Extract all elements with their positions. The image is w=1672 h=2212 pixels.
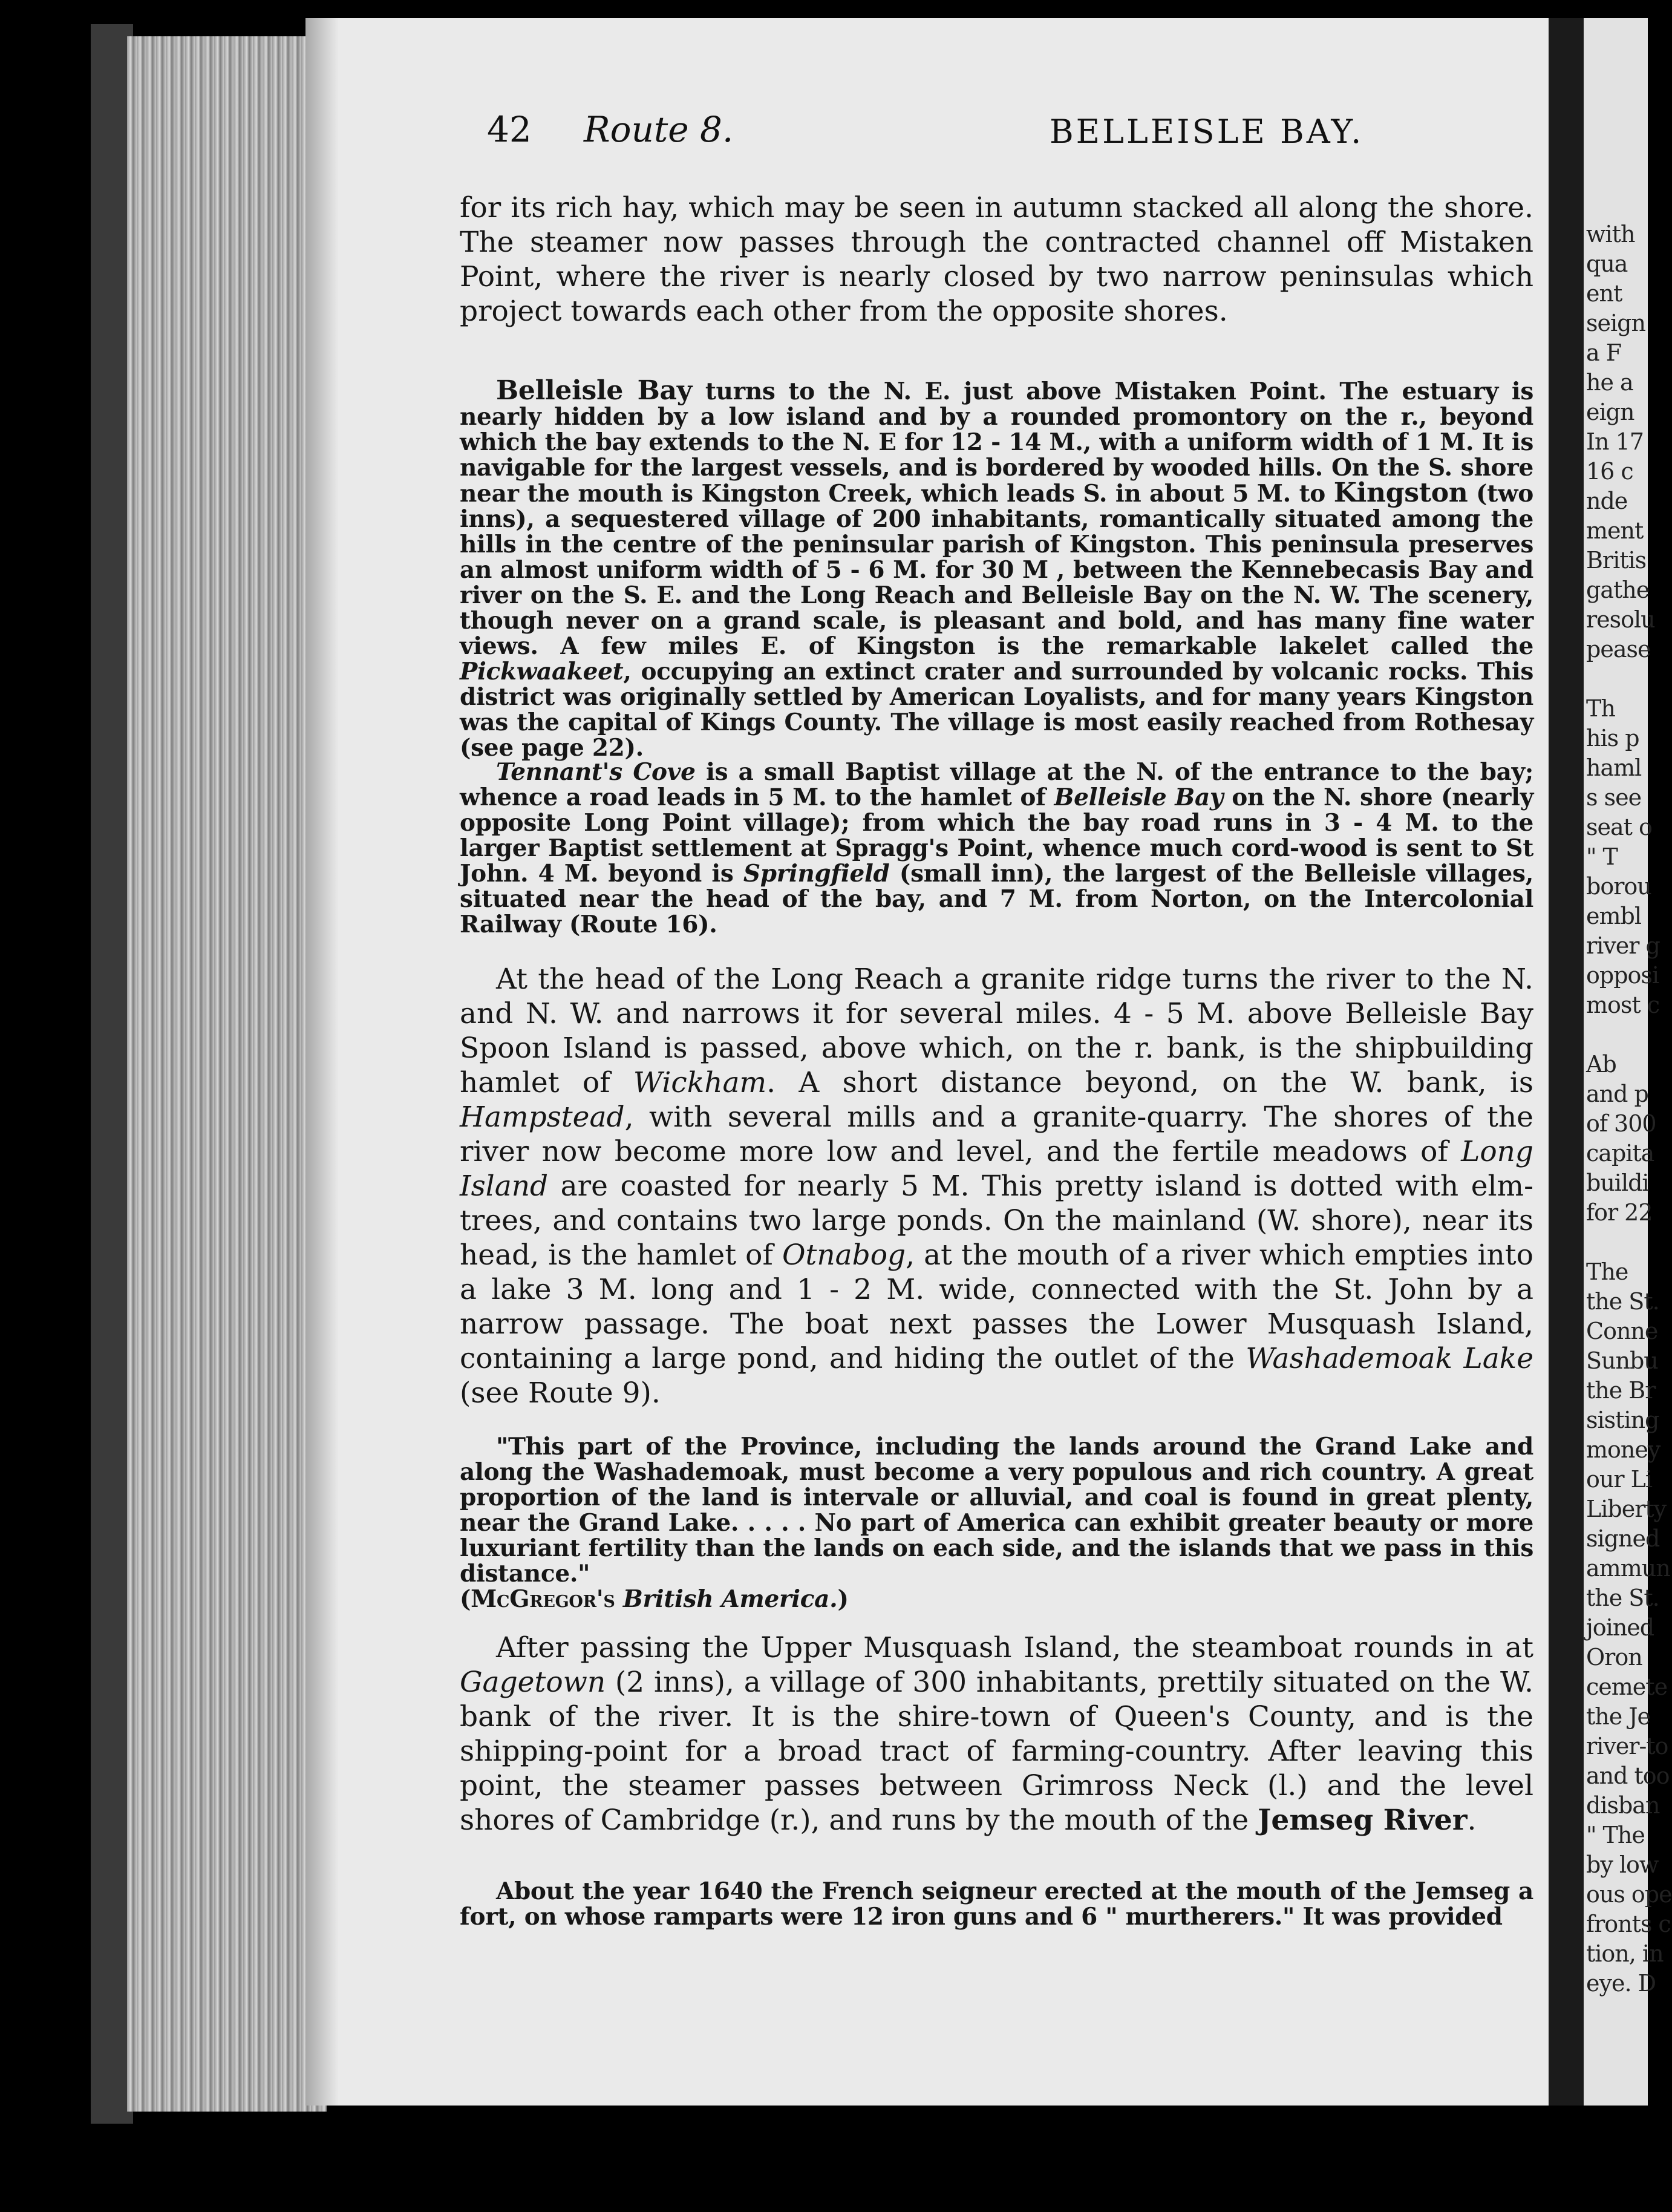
- paragraph-text: (two inns), a sequestered village of 200 inhabitants, romantically situated among the hills in the centre of the peninsular parish of Kingston. This peninsula preserves an almost uniform width of 5 - 6 M. for 30 M , between the Kennebecasis Bay and river on the S. E. and the Long Reach and Belleisle Bay on the N. W. The scenery, though never on a grand scale, is pleasant and bold, and has many fine water views. A few miles E. of Kingston is the remarkable lakelet called the: [460, 480, 1533, 660]
- paragraph-text: , with several mills and a granite-quarry. The shores of the river now become more low and level, and the fertile meadows of: [460, 1101, 1533, 1168]
- quote-author: McGregor's: [471, 1585, 615, 1613]
- quote-text: "This part of the Province, including the lands around the Grand Lake and along the Washademoak, must become a very populous and rich country. A great proportion of the land is intervale or alluvial, and coal is found in great plenty, near the Grand Lake. . . . . No part of America can exhibit greater beauty or more luxuriant fertility than the lands on each side, and the islands that we pass in this distance.": [460, 1433, 1533, 1588]
- place-pickwaakeet: Pickwaakeet: [460, 658, 624, 686]
- next-page-fragment: Oron: [1586, 1644, 1642, 1670]
- next-page-fragment: 16 c: [1586, 458, 1633, 485]
- next-page-fragment: the Je: [1586, 1703, 1651, 1730]
- paragraph-text: , at the mouth of a river which empties into a lake 3 M. long and 1 - 2 M. wide, connected with the St. John by a narrow passage. The boat next passes the Lower Musquash Island, containing a large pond, and hiding the outlet of the: [460, 1239, 1533, 1375]
- place-hampstead: Hampstead: [460, 1101, 625, 1134]
- next-page-fragment: fronts c: [1586, 1911, 1671, 1937]
- next-page-fragment: In 17: [1586, 428, 1644, 455]
- next-page-gutter: [1549, 18, 1584, 2106]
- next-page-fragment: Conne: [1586, 1318, 1658, 1344]
- next-page-fragment: pease: [1586, 636, 1651, 663]
- next-page-fragment: qua: [1586, 250, 1628, 277]
- next-page-fragment: seign: [1586, 310, 1645, 336]
- next-page-fragment: opposi: [1586, 962, 1659, 989]
- paragraph-text: turns to the N. E. just above Mistaken Point. The estuary is nearly hidden by a low island and by a rounded promontory on the r., beyond which the bay extends to the N. E for 12 - 14 M., with a uniform width of 1 M. It is navigable for the largest vessels, and is bordered by wooded hills. On the S. shore near the mouth is Kingston Creek, which leads S. in about 5 M. to: [460, 378, 1533, 508]
- next-page-fragment: s see: [1586, 784, 1642, 811]
- paragraph-text: (see Route 9).: [460, 1376, 661, 1410]
- quote-mcgregor: [460, 1434, 1533, 1612]
- paragraph-text: , occupying an extinct crater and surrounded by volcanic rocks. This district was originally settled by American Loyalists, and for many years Kingston was the capital of Kings County. The village is most easily reached from Rothesay (see page 22).: [460, 658, 1533, 762]
- gutter-shadow: [305, 18, 339, 2106]
- next-page-fragment: ous ope: [1586, 1881, 1672, 1908]
- next-page-fragment: nde: [1586, 488, 1628, 514]
- paragraph-mistaken-point: [460, 191, 1533, 329]
- next-page-fragment: Sunbu: [1586, 1347, 1658, 1374]
- next-page-fragment: Th: [1586, 695, 1615, 722]
- next-page-fragment: borou: [1586, 873, 1651, 900]
- page-title: BELLEISLE BAY.: [1050, 113, 1364, 151]
- next-page-fragment: a F: [1586, 339, 1622, 366]
- place-tennants-cove: Tennant's Cove: [496, 758, 696, 786]
- next-page-fragment: buildi: [1586, 1170, 1649, 1196]
- paragraph-text: . A short distance beyond, on the W. bank, is: [766, 1066, 1533, 1099]
- paragraph-long-reach: [460, 962, 1533, 1410]
- quote-paren: (: [460, 1585, 471, 1613]
- place-belleisle-bay: Belleisle Bay: [1054, 784, 1224, 811]
- next-page-fragment: haml: [1586, 754, 1642, 781]
- next-page-fragment: gathe: [1586, 577, 1650, 603]
- next-page-fragment: the St.: [1586, 1585, 1659, 1611]
- next-page-fragment: most c: [1586, 992, 1660, 1018]
- place-springfield: Springfield: [743, 860, 890, 888]
- next-page-fragment: for 22: [1586, 1199, 1653, 1226]
- quote-work: British America.: [622, 1585, 838, 1613]
- next-page-fragment: with: [1586, 221, 1635, 247]
- next-page-fragment: our Li: [1586, 1466, 1652, 1493]
- next-page-fragment: The: [1586, 1258, 1628, 1285]
- place-long-island: Long Island: [460, 1135, 1533, 1203]
- next-page-fragment: Britis: [1586, 547, 1647, 574]
- next-page-fragment: " T: [1586, 843, 1618, 870]
- next-page-fragment: and too: [1586, 1762, 1670, 1789]
- paragraph-tennants-cove: [460, 759, 1533, 937]
- running-header: [487, 109, 1518, 163]
- paragraph-text: are coasted for nearly 5 M. This pretty island is dotted with elm-trees, and contains two large ponds. On the mainland (W. shore), near its head, is the hamlet of: [460, 1170, 1533, 1272]
- next-page-fragment: of 300: [1586, 1110, 1656, 1137]
- next-page-fragment: seat o: [1586, 814, 1652, 840]
- place-otnabog: Otnabog: [782, 1239, 906, 1272]
- next-page-fragment: and p: [1586, 1081, 1648, 1107]
- next-page-fragment: resolu: [1586, 606, 1655, 633]
- next-page-fragment: sisting: [1586, 1407, 1659, 1433]
- paragraph-text: is a small Baptist village at the N. of the entrance to the bay; whence a road leads in 5 M. to the hamlet of: [460, 758, 1533, 811]
- next-page-fragment: " The: [1586, 1822, 1645, 1848]
- paragraph-text: (2 inns), a village of 300 inhabitants, prettily situated on the W. bank of the river. It is the shire-town of Queen's County, and is the shipping-point for a broad tract of farming-country. After leaving this point, the steamer passes between Grimross Neck (l.) and the level shores of Cambridge (r.), and runs by the mouth of the: [460, 1666, 1533, 1837]
- quote-paren: ): [837, 1585, 849, 1613]
- next-page-fragment: he a: [1586, 369, 1633, 396]
- next-page-fragment: Ab: [1586, 1051, 1616, 1078]
- next-page-fragment: ent: [1586, 280, 1622, 307]
- paragraph-text: for its rich hay, which may be seen in autumn stacked all along the shore. The steamer now passes through the contracted channel off Mistaken Point, where the river is nearly closed by two narrow peninsulas which project towards each other from the opposite shores.: [460, 191, 1533, 328]
- paragraph-french-seigneur: [460, 1879, 1533, 1929]
- next-page-fragment: ammun: [1586, 1555, 1670, 1582]
- paragraph-text: About the year 1640 the French seigneur erected at the mouth of the Jemseg a fort, on whose ramparts were 12 iron guns and 6 " murtherers." It was provided: [460, 1877, 1533, 1931]
- next-page-fragment: ment: [1586, 517, 1644, 544]
- next-page-fragment: embl: [1586, 903, 1641, 929]
- paragraph-text: .: [1467, 1804, 1477, 1837]
- paragraph-belleisle-bay: [460, 375, 1533, 762]
- next-page-fragment: cemete: [1586, 1674, 1668, 1700]
- next-page-fragment: Liberty: [1586, 1496, 1667, 1522]
- paragraph-text: After passing the Upper Musquash Island, the steamboat rounds in at: [496, 1631, 1533, 1664]
- next-page-edge: [1549, 18, 1672, 2106]
- place-kingston: Kingston: [1333, 477, 1468, 508]
- book-page: [305, 18, 1549, 2106]
- next-page-fragment: disban: [1586, 1792, 1660, 1819]
- next-page-fragment: eye. D: [1586, 1970, 1656, 1997]
- heading-belleisle-bay: Belleisle Bay: [496, 375, 693, 406]
- place-washademoak-lake: Washademoak Lake: [1246, 1342, 1534, 1375]
- paragraph-gagetown: [460, 1631, 1533, 1837]
- next-page-fragment: eign: [1586, 399, 1634, 425]
- paragraph-text: At the head of the Long Reach a granite ridge turns the river to the N. and N. W. and narrows it for several miles. 4 - 5 M. above Belleisle Bay Spoon Island is passed, above which, on the r. bank, is the shipbuilding hamlet of: [460, 963, 1533, 1099]
- next-page-fragment: his p: [1586, 725, 1639, 751]
- next-page-fragment: the St.: [1586, 1288, 1659, 1315]
- place-gagetown: Gagetown: [460, 1666, 606, 1699]
- route-label: Route 8.: [584, 109, 734, 150]
- next-page-fragment: capita: [1586, 1140, 1654, 1167]
- paragraph-text: on the N. shore (nearly opposite Long Point village); from which the bay road runs in 3 - 4 M. to the larger Baptist settlement at Spragg's Point, whence much cord-wood is sent to St John. 4 M. beyond is: [460, 784, 1533, 888]
- next-page-fragment: river g: [1586, 932, 1660, 959]
- place-wickham: Wickham: [633, 1066, 767, 1099]
- page-stack-edge: [127, 36, 327, 2112]
- next-page-fragment: tion, in: [1586, 1940, 1664, 1967]
- page-number: 42: [487, 109, 532, 150]
- next-page-fragment: by low: [1586, 1851, 1659, 1878]
- next-page-fragment: river-to: [1586, 1733, 1668, 1759]
- next-page-fragment: the Br: [1586, 1377, 1656, 1404]
- paragraph-text: (small inn), the largest of the Belleisle villages, situated near the head of the bay, and 7 M. from Norton, on the Intercolonial Railway (Route 16).: [460, 860, 1533, 938]
- next-page-fragment: joined: [1586, 1614, 1654, 1641]
- next-page-fragment: money: [1586, 1436, 1661, 1463]
- next-page-fragment: signed: [1586, 1525, 1660, 1552]
- place-jemseg-river: Jemseg River: [1258, 1804, 1468, 1837]
